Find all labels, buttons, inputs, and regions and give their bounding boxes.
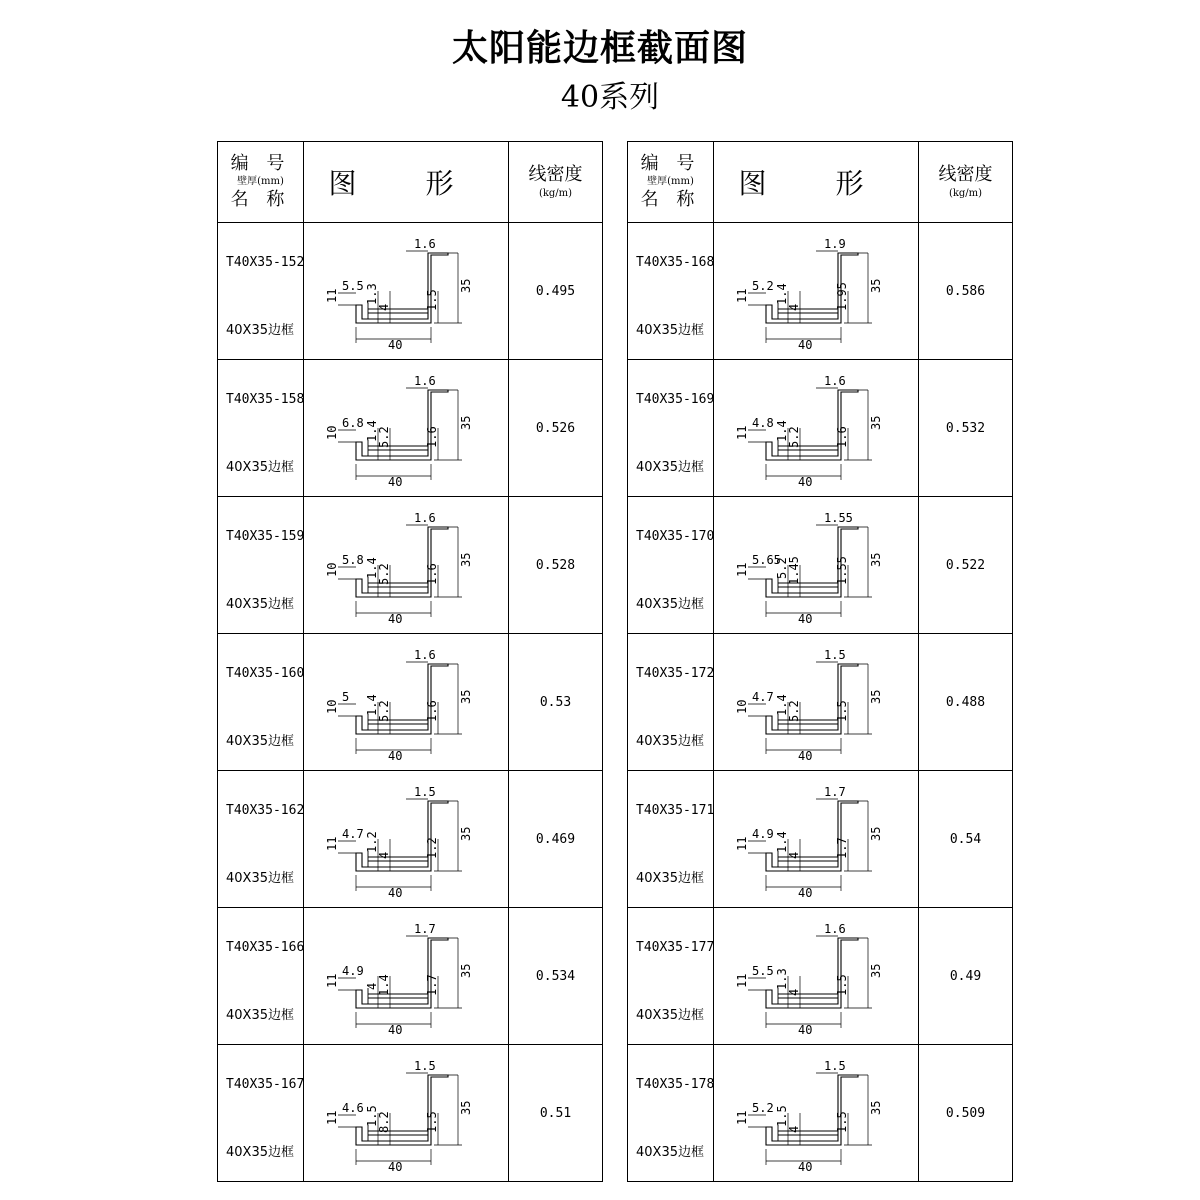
dimension-label-top: 1.5 <box>414 785 436 799</box>
dimension-label-v1: 4 <box>365 982 379 990</box>
dimension-label-lh: 11 <box>325 1110 339 1125</box>
dimension-label-v3: 1.6 <box>425 563 439 585</box>
profile-drawing <box>726 916 906 1036</box>
profile-drawing <box>726 231 906 351</box>
dimension-label-lh: 11 <box>325 288 339 303</box>
shape-cell <box>714 497 919 634</box>
dimension-label-w: 40 <box>388 1160 403 1173</box>
profile-code: T40X35-178 <box>636 1077 715 1092</box>
table-row <box>628 497 1013 634</box>
dimension-label-top: 1.6 <box>824 374 846 388</box>
dimension-label-v1: 1.4 <box>775 283 789 305</box>
dimension-label-h: 35 <box>869 963 883 978</box>
code-cell <box>218 908 304 1045</box>
code-cell <box>628 360 714 497</box>
profile-drawing <box>726 779 906 899</box>
dimension-label-w: 40 <box>798 338 813 351</box>
code-cell <box>218 223 304 360</box>
dimension-label-v1: 1.2 <box>365 831 379 853</box>
dimension-label-v2: 4 <box>787 303 801 311</box>
profile-drawing <box>726 642 906 762</box>
dimension-label-top: 1.7 <box>824 785 846 799</box>
profile-drawing <box>316 916 496 1036</box>
header-name-label: 名 称 <box>230 189 291 210</box>
dimension-label-v3: 1.5 <box>835 700 849 722</box>
profile-drawing <box>316 779 496 899</box>
header-density-unit: (kg/m) <box>538 188 573 199</box>
code-cell <box>218 634 304 771</box>
profile-name: 40X35边框 <box>226 460 294 475</box>
dimension-label-lip: 5.5 <box>752 964 774 978</box>
dimension-label-lh: 10 <box>325 425 339 440</box>
dimension-label-v2: 4 <box>787 988 801 996</box>
dimension-label-v3: 1.7 <box>835 837 849 859</box>
shape-cell <box>714 771 919 908</box>
dimension-label-v2: 4 <box>787 1125 801 1133</box>
profile-drawing <box>316 1053 496 1173</box>
dimension-lines <box>748 662 872 754</box>
table-row <box>218 908 603 1045</box>
header-code-cell <box>628 142 714 223</box>
table-row <box>218 771 603 908</box>
code-cell <box>218 360 304 497</box>
header-density-cell <box>509 142 603 223</box>
dimension-label-v3: 1.5 <box>835 1111 849 1133</box>
dimension-label-h: 35 <box>459 689 473 704</box>
dimension-label-top: 1.5 <box>824 1059 846 1073</box>
dimension-lines <box>748 525 872 617</box>
dimension-label-v1: 1.4 <box>365 420 379 442</box>
dimension-label-v3: 1.5 <box>835 974 849 996</box>
dimension-label-v1: 1.3 <box>365 283 379 305</box>
dimension-label-top: 1.6 <box>414 511 436 525</box>
profile-name: 40X35边框 <box>226 597 294 612</box>
dimension-label-h: 35 <box>459 552 473 567</box>
dimension-label-v3: 1.6 <box>425 426 439 448</box>
dimension-lines <box>748 251 872 343</box>
code-cell <box>628 497 714 634</box>
header-code-label: 编 号 <box>230 153 291 174</box>
dimension-label-w: 40 <box>388 612 403 625</box>
dimension-lines <box>748 936 872 1028</box>
dimension-label-top: 1.5 <box>414 1059 436 1073</box>
right-spec-table <box>627 141 1013 1182</box>
shape-cell <box>304 634 509 771</box>
header-shape-label: 图 形 <box>714 142 919 223</box>
profile-code: T40X35-171 <box>636 803 715 818</box>
density-value: 0.586 <box>919 223 1013 360</box>
dimension-label-w: 40 <box>388 1023 403 1036</box>
shape-cell <box>304 497 509 634</box>
profile-code: T40X35-152 <box>226 255 305 270</box>
density-value: 0.534 <box>509 908 603 1045</box>
table-row <box>628 1045 1013 1182</box>
dimension-label-w: 40 <box>798 1023 813 1036</box>
dimension-lines <box>748 1073 872 1165</box>
code-cell <box>628 634 714 771</box>
dimension-label-h: 35 <box>869 415 883 430</box>
dimension-label-lh: 11 <box>735 425 749 440</box>
profile-drawing <box>316 368 496 488</box>
profile-name: 40X35边框 <box>226 1145 294 1160</box>
dimension-label-w: 40 <box>798 612 813 625</box>
header-thickness-label: 壁厚(mm) <box>647 176 694 187</box>
profile-name: 40X35边框 <box>636 1008 704 1023</box>
profile-drawing <box>726 1053 906 1173</box>
dimension-label-lh: 11 <box>735 562 749 577</box>
dimension-label-lip: 5.65 <box>752 553 781 567</box>
dimension-label-v2: 5.2 <box>377 426 391 448</box>
dimension-label-v2: 5.2 <box>787 700 801 722</box>
dimension-label-h: 35 <box>869 826 883 841</box>
shape-cell <box>714 634 919 771</box>
table-row <box>218 223 603 360</box>
dimension-label-v2: 8.2 <box>377 1111 391 1133</box>
dimension-label-top: 1.6 <box>414 648 436 662</box>
page-title: 太阳能边框截面图 <box>451 28 748 69</box>
profile-outline <box>356 938 448 1008</box>
density-value: 0.51 <box>509 1045 603 1182</box>
dimension-label-lh: 10 <box>325 562 339 577</box>
dimension-label-v1: 1.4 <box>775 831 789 853</box>
table-row <box>628 771 1013 908</box>
profile-name: 40X35边框 <box>636 597 704 612</box>
page-subtitle: 40系列 <box>560 80 660 115</box>
dimension-label-lip: 4.9 <box>752 827 774 841</box>
code-cell <box>628 908 714 1045</box>
profile-name: 40X35边框 <box>636 323 704 338</box>
table-row <box>628 908 1013 1045</box>
dimension-label-w: 40 <box>798 1160 813 1173</box>
profile-code: T40X35-177 <box>636 940 715 955</box>
header-shape-label: 图 形 <box>304 142 509 223</box>
profile-name: 40X35边框 <box>636 1145 704 1160</box>
profile-drawing <box>726 368 906 488</box>
dimension-label-w: 40 <box>798 886 813 899</box>
dimension-label-lip: 6.8 <box>342 416 364 430</box>
dimension-label-v2: 5.2 <box>787 426 801 448</box>
header-density-cell <box>919 142 1013 223</box>
dimension-label-w: 40 <box>798 475 813 488</box>
dimension-label-lip: 4.8 <box>752 416 774 430</box>
dimension-label-h: 35 <box>459 826 473 841</box>
code-cell <box>218 771 304 908</box>
dimension-label-top: 1.6 <box>824 922 846 936</box>
profile-code: T40X35-159 <box>226 529 305 544</box>
dimension-label-v2: 5.2 <box>377 563 391 585</box>
dimension-label-lh: 11 <box>735 973 749 988</box>
dimension-label-top: 1.7 <box>414 922 436 936</box>
table-header-row <box>218 142 603 223</box>
density-value: 0.522 <box>919 497 1013 634</box>
density-value: 0.495 <box>509 223 603 360</box>
dimension-label-h: 35 <box>869 278 883 293</box>
dimension-label-v2: 1.4 <box>377 974 391 996</box>
dimension-lines <box>338 1073 462 1165</box>
dimension-label-lh: 11 <box>325 836 339 851</box>
profile-code: T40X35-166 <box>226 940 305 955</box>
table-row <box>218 634 603 771</box>
profile-code: T40X35-158 <box>226 392 305 407</box>
dimension-label-w: 40 <box>388 338 403 351</box>
shape-cell <box>714 360 919 497</box>
code-cell <box>628 771 714 908</box>
dimension-label-lh: 11 <box>735 1110 749 1125</box>
density-value: 0.526 <box>509 360 603 497</box>
dimension-label-v1: 1.4 <box>365 557 379 579</box>
dimension-label-w: 40 <box>388 749 403 762</box>
table-row <box>218 497 603 634</box>
header-code-label: 编 号 <box>640 153 701 174</box>
dimension-label-lip: 4.9 <box>342 964 364 978</box>
profile-code: T40X35-167 <box>226 1077 305 1092</box>
shape-cell <box>304 1045 509 1182</box>
dimension-label-lip: 4.6 <box>342 1101 364 1115</box>
profile-name: 40X35边框 <box>226 734 294 749</box>
profile-name: 40X35边框 <box>636 460 704 475</box>
profile-drawing <box>316 231 496 351</box>
code-cell <box>218 1045 304 1182</box>
dimension-label-lip: 5.5 <box>342 279 364 293</box>
dimension-label-v3: 1.2 <box>425 837 439 859</box>
dimension-lines <box>338 799 462 891</box>
dimension-label-v1: 5.2 <box>775 557 789 579</box>
shape-cell <box>304 771 509 908</box>
profile-code: T40X35-168 <box>636 255 715 270</box>
code-cell <box>628 223 714 360</box>
code-cell <box>628 1045 714 1182</box>
profile-name: 40X35边框 <box>636 871 704 886</box>
dimension-label-v2: 4 <box>377 303 391 311</box>
header-thickness-label: 壁厚(mm) <box>237 176 284 187</box>
dimension-label-h: 35 <box>459 278 473 293</box>
dimension-label-top: 1.55 <box>824 511 853 525</box>
dimension-label-v2: 4 <box>787 851 801 859</box>
shape-cell <box>304 908 509 1045</box>
dimension-lines <box>338 936 462 1028</box>
dimension-label-lh: 11 <box>325 973 339 988</box>
dimension-label-lh: 10 <box>325 699 339 714</box>
shape-cell <box>304 223 509 360</box>
profile-name: 40X35边框 <box>636 734 704 749</box>
table-row <box>218 360 603 497</box>
dimension-label-lip: 5.8 <box>342 553 364 567</box>
profile-name: 40X35边框 <box>226 871 294 886</box>
code-cell <box>218 497 304 634</box>
dimension-label-top: 1.9 <box>824 237 846 251</box>
table-row <box>628 634 1013 771</box>
dimension-label-top: 1.6 <box>414 374 436 388</box>
dimension-label-top: 1.6 <box>414 237 436 251</box>
dimension-label-v3: 1.55 <box>835 556 849 585</box>
dimension-label-h: 35 <box>869 689 883 704</box>
density-value: 0.49 <box>919 908 1013 1045</box>
density-value: 0.488 <box>919 634 1013 771</box>
dimension-label-v1: 1.4 <box>365 694 379 716</box>
profile-code: T40X35-170 <box>636 529 715 544</box>
dimension-lines <box>338 662 462 754</box>
dimension-label-lh: 11 <box>735 836 749 851</box>
shape-cell <box>714 223 919 360</box>
profile-name: 40X35边框 <box>226 323 294 338</box>
dimension-label-v3: 1.6 <box>425 700 439 722</box>
dimension-label-lip: 5.2 <box>752 279 774 293</box>
shape-cell <box>304 360 509 497</box>
dimension-label-v2: 1.45 <box>787 556 801 585</box>
dimension-label-v2: 4 <box>377 851 391 859</box>
profile-drawing <box>726 505 906 625</box>
dimension-lines <box>748 799 872 891</box>
dimension-lines <box>748 388 872 480</box>
dimension-label-w: 40 <box>388 886 403 899</box>
density-value: 0.528 <box>509 497 603 634</box>
profile-code: T40X35-172 <box>636 666 715 681</box>
table-row <box>628 223 1013 360</box>
header-name-label: 名 称 <box>640 189 701 210</box>
header-density-label: 线密度 <box>528 164 583 185</box>
dimension-label-v3: 1.5 <box>425 289 439 311</box>
dimension-label-v1: 1.5 <box>365 1105 379 1127</box>
table-row <box>628 360 1013 497</box>
dimension-label-v3: 1.5 <box>425 1111 439 1133</box>
dimension-lines <box>338 251 462 343</box>
shape-cell <box>714 1045 919 1182</box>
header-density-unit: (kg/m) <box>948 188 983 199</box>
dimension-label-h: 35 <box>869 552 883 567</box>
table-row <box>218 1045 603 1182</box>
dimension-label-lh: 10 <box>735 699 749 714</box>
header-code-cell <box>218 142 304 223</box>
dimension-label-v3: 1.7 <box>425 974 439 996</box>
dimension-label-h: 35 <box>459 1100 473 1115</box>
dimension-label-h: 35 <box>459 963 473 978</box>
dimension-label-lh: 11 <box>735 288 749 303</box>
header-density-label: 线密度 <box>938 164 993 185</box>
dimension-lines <box>338 388 462 480</box>
dimension-lines <box>338 525 462 617</box>
dimension-label-v1: 1.5 <box>775 1105 789 1127</box>
profile-drawing <box>316 505 496 625</box>
dimension-label-lip: 4.7 <box>342 827 364 841</box>
dimension-label-v3: 1.6 <box>835 426 849 448</box>
profile-name: 40X35边框 <box>226 1008 294 1023</box>
density-value: 0.53 <box>509 634 603 771</box>
dimension-label-lip: 4.7 <box>752 690 774 704</box>
shape-cell <box>714 908 919 1045</box>
dimension-label-lip: 5 <box>342 690 350 704</box>
density-value: 0.469 <box>509 771 603 908</box>
density-value: 0.54 <box>919 771 1013 908</box>
dimension-label-v1: 1.4 <box>775 694 789 716</box>
dimension-label-v3: 1.95 <box>835 282 849 311</box>
dimension-label-v1: 1.4 <box>775 420 789 442</box>
density-value: 0.532 <box>919 360 1013 497</box>
dimension-label-h: 35 <box>869 1100 883 1115</box>
table-header-row <box>628 142 1013 223</box>
dimension-label-h: 35 <box>459 415 473 430</box>
dimension-label-v2: 5.2 <box>377 700 391 722</box>
left-spec-table <box>217 141 603 1182</box>
profile-drawing <box>316 642 496 762</box>
dimension-label-top: 1.5 <box>824 648 846 662</box>
dimension-label-v1: 1.3 <box>775 968 789 990</box>
dimension-label-w: 40 <box>798 749 813 762</box>
dimension-label-lip: 5.2 <box>752 1101 774 1115</box>
dimension-label-w: 40 <box>388 475 403 488</box>
profile-code: T40X35-169 <box>636 392 715 407</box>
profile-code: T40X35-162 <box>226 803 305 818</box>
profile-code: T40X35-160 <box>226 666 305 681</box>
density-value: 0.509 <box>919 1045 1013 1182</box>
